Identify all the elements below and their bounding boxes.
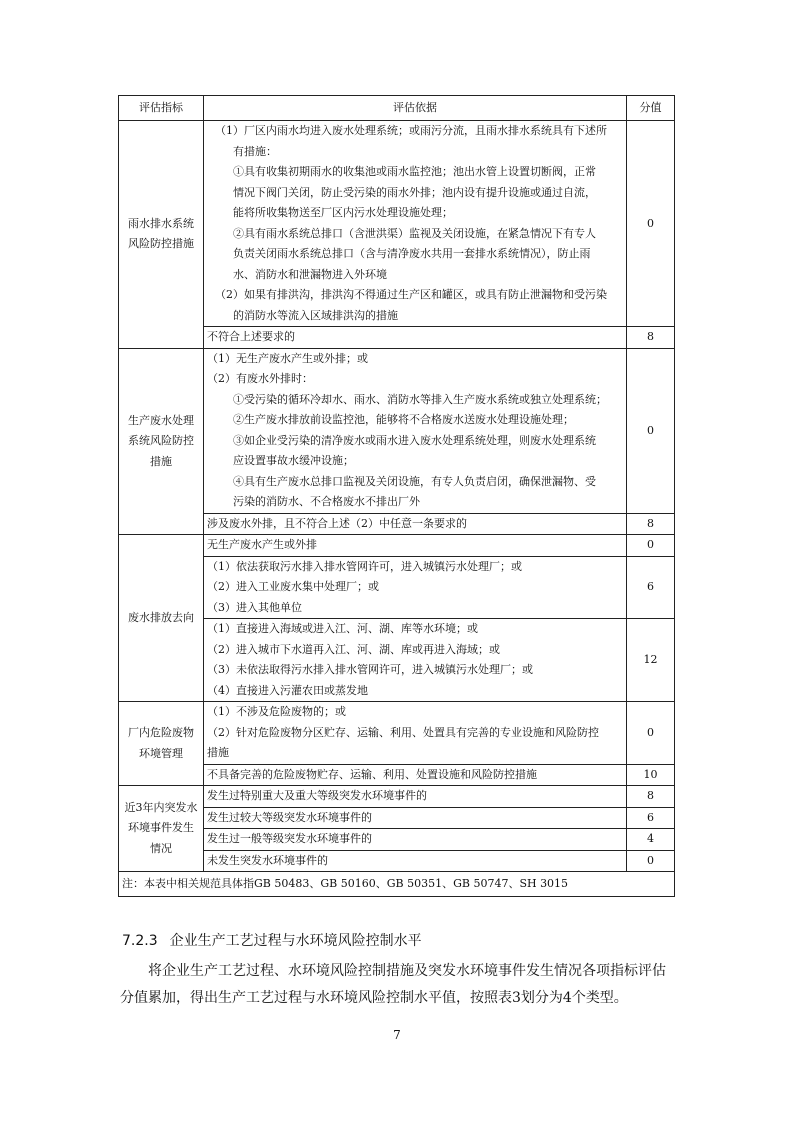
basis-line: 发生过一般等级突发水环境事件的 (207, 832, 372, 845)
basis-cell (204, 327, 627, 349)
basis-cell (204, 121, 627, 327)
section-number: 7.2.3 (122, 933, 158, 949)
table-row (119, 786, 675, 808)
score-cell: 6 (627, 556, 675, 619)
basis-line: （1）依法获取污水排入排水管网许可，进入城镇污水处理厂；或 (207, 559, 522, 573)
basis-cell (204, 702, 627, 765)
table-note: 注：本表中相关规范具体指GB 50483、GB 50160、GB 50351、GB 50747、SH 3015 (119, 872, 675, 897)
basis-cell (204, 556, 627, 619)
score-cell: 0 (627, 121, 675, 327)
indicator-line: 风险防控措施 (128, 237, 194, 251)
basis-line: ④具有生产废水总排口监视及关闭设施，有专人负责启闭，确保泄漏物、受 (233, 474, 596, 488)
basis-line: 涉及废水外排，且不符合上述（2）中任意一条要求的 (207, 516, 467, 530)
basis-cell (204, 786, 627, 808)
basis-line: （1）厂区内雨水均进入废水处理系统；或雨污分流，且雨水排水系统具有下述所 (215, 124, 607, 137)
table-row (119, 348, 675, 513)
basis-line: 不具备完善的危险废物贮存、运输、利用、处置设施和风险防控措施 (207, 767, 537, 781)
indicator-cell (119, 702, 204, 786)
score-cell: 8 (627, 786, 675, 808)
basis-line: 发生过特别重大及重大等级突发水环境事件的 (207, 789, 427, 802)
basis-line: （1）不涉及危险废物的；或 (207, 705, 346, 718)
header-basis: 评估依据 (204, 96, 627, 121)
basis-line: 发生过较大等级突发水环境事件的 (207, 810, 372, 824)
indicator-cell (119, 786, 204, 872)
basis-line: ②生产废水排放前设监控池，能够将不合格废水送废水处理设施处理； (233, 413, 574, 426)
indicator-line: 雨水排水系统 (128, 216, 194, 230)
body-paragraph: 将企业生产工艺过程、水环境风险控制措施及突发水环境事件发生情况各项指标评估分值累加，得出生产工艺过程与水环境风险控制水平值，按照表3划分为4个类型。 (120, 963, 666, 1006)
basis-line: （3）进入其他单位 (207, 600, 302, 614)
basis-line: （2）进入工业废水集中处理厂；或 (207, 580, 379, 593)
basis-line: （4）直接进入污灌农田或蒸发地 (207, 683, 368, 697)
basis-cell (204, 850, 627, 872)
basis-line: （3）未依法取得污水排入排水管网许可，进入城镇污水处理厂；或 (207, 663, 533, 676)
indicator-line: 废水排放去向 (128, 610, 194, 624)
basis-line: 措施 (207, 746, 229, 759)
basis-line: ②具有雨水系统总排口（含泄洪渠）监视及关闭设施，在紧急情况下有专人 (233, 226, 596, 240)
table-row (119, 702, 675, 765)
indicator-line: 环境事件发生 (128, 821, 194, 835)
basis-line: 不符合上述要求的 (207, 330, 295, 343)
indicator-line: 近3年内突发水 (124, 800, 198, 814)
header-score: 分值 (627, 96, 675, 121)
basis-line: （2）进入城市下水道再入江、河、湖、库或再进入海域；或 (207, 642, 500, 656)
table-row (119, 121, 675, 327)
table-note-row (119, 872, 675, 897)
basis-line: 无生产废水产生或外排 (207, 538, 317, 551)
basis-cell (204, 535, 627, 557)
score-cell: 0 (627, 850, 675, 872)
basis-line: 的消防水等流入区域排洪沟的措施 (233, 308, 398, 322)
indicator-cell (119, 121, 204, 349)
score-cell: 0 (627, 348, 675, 513)
basis-line: 污染的消防水、不合格废水不排出厂外 (233, 495, 420, 508)
score-cell: 12 (627, 619, 675, 702)
basis-cell (204, 829, 627, 851)
basis-line: （1）无生产废水产生或外排；或 (207, 351, 368, 365)
indicator-line: 生产废水处理 (128, 413, 194, 427)
basis-line: ①受污染的循环冷却水、雨水、消防水等排入生产废水系统或独立处理系统； (233, 392, 607, 406)
page-number: 7 (393, 1028, 401, 1042)
basis-line: 情况下阀门关闭，防止受污染的雨水外排；池内设有提升设施或通过自流， (233, 185, 596, 199)
table-header-row (119, 96, 675, 121)
basis-cell (204, 348, 627, 513)
basis-line: 未发生突发水环境事件的 (207, 853, 328, 867)
basis-line: （2）针对危险废物分区贮存、运输、利用、处置具有完善的专业设施和风险防控 (207, 725, 599, 739)
indicator-cell (119, 535, 204, 702)
score-cell: 10 (627, 764, 675, 786)
table-body (119, 121, 675, 872)
indicator-line: 情况 (150, 841, 172, 855)
basis-line: （2）如果有排洪沟，排洪沟不得通过生产区和罐区，或具有防止泄漏物和受污染 (215, 288, 607, 301)
score-cell: 0 (627, 702, 675, 765)
indicator-cell (119, 348, 204, 535)
basis-line: 水、消防水和泄漏物进入外环境 (233, 267, 387, 281)
basis-cell (204, 513, 627, 535)
basis-line: 应设置事故水缓冲设施； (233, 454, 354, 467)
basis-line: ①具有收集初期雨水的收集池或雨水监控池；池出水管上设置切断阀，正常 (233, 165, 596, 178)
section-heading (122, 930, 422, 950)
basis-cell (204, 619, 627, 702)
risk-assessment-table (118, 95, 675, 897)
basis-cell (204, 807, 627, 829)
basis-line: 有措施： (233, 144, 277, 158)
table-row (119, 535, 675, 557)
basis-cell (204, 764, 627, 786)
basis-line: 负责关闭雨水系统总排口（含与清净废水共用一套排水系统情况），防止雨 (233, 247, 591, 260)
header-indicator: 评估指标 (119, 96, 204, 121)
indicator-line: 措施 (150, 454, 172, 468)
basis-line: ③如企业受污染的清净废水或雨水进入废水处理系统处理，则废水处理系统 (233, 433, 596, 447)
indicator-line: 环境管理 (139, 746, 183, 760)
score-cell: 6 (627, 807, 675, 829)
score-cell: 8 (627, 327, 675, 349)
score-cell: 8 (627, 513, 675, 535)
score-cell: 0 (627, 535, 675, 557)
basis-line: （2）有废水外排时： (207, 372, 313, 385)
score-cell: 4 (627, 829, 675, 851)
basis-line: （1）直接进入海域或进入江、河、湖、库等水环境；或 (207, 622, 478, 635)
indicator-line: 系统风险防控 (128, 434, 194, 447)
section-title: 企业生产工艺过程与水环境风险控制水平 (169, 933, 422, 949)
basis-line: 能将所收集物送至厂区内污水处理设施处理； (233, 206, 453, 219)
indicator-line: 厂内危险废物 (128, 726, 194, 739)
